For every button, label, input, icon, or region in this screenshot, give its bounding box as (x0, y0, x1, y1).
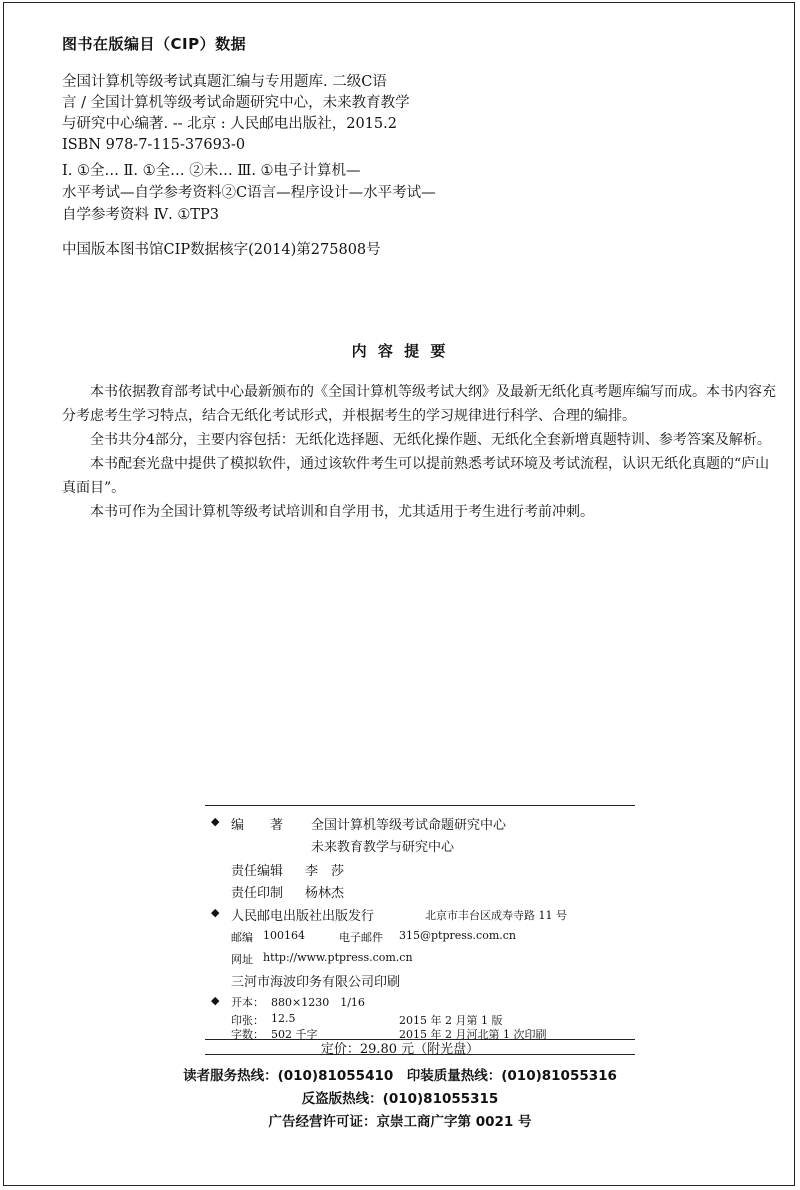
summary-paragraph (62, 452, 782, 500)
format: 880×1230 1/16 (271, 996, 365, 1009)
cip-classification (62, 160, 482, 226)
diamond-bullet-icon: ◆ (211, 994, 220, 1007)
printing-name: 杨林杰 (305, 886, 345, 901)
word-count: 502 千字 (271, 1028, 318, 1041)
colophon-box (205, 805, 635, 1040)
publisher: 人民邮电出版社出版发行 (231, 909, 375, 924)
price: 定价：29.80 元（附光盘） (320, 1042, 480, 1057)
edition: 2015 年 2 月第 1 版 (399, 1014, 503, 1027)
email: 315@ptpress.com.cn (399, 929, 517, 942)
editor-label: 责任编辑 (231, 864, 284, 879)
website: http://www.ptpress.com.cn (263, 951, 413, 964)
cip-isbn: ISBN 978-7-115-37693-0 (62, 137, 246, 153)
divider (205, 1054, 635, 1055)
cip-title: 图书在版编目（CIP）数据 (62, 35, 247, 53)
summary-line: 真面目”。 (62, 480, 126, 496)
editor-name: 李 莎 (305, 864, 345, 879)
email-label: 电子邮件 (339, 931, 383, 944)
summary-paragraph: 本书可作为全国计算机等级考试培训和自学用书，尤其适用于考生进行考前冲刺。 (90, 504, 594, 520)
cip-entry-line: 全国计算机等级考试真题汇编与专用题库. 二级C语 (62, 74, 387, 90)
summary-paragraph: 全书共分4部分，主要内容包括：无纸化选择题、无纸化操作题、无纸化全套新增真题特训、参考答案及解析。 (90, 432, 771, 448)
summary-paragraph (62, 380, 782, 428)
summary-title: 内 容 提 要 (351, 342, 449, 360)
cip-class-line: 自学参考资料 Ⅳ. ①TP3 (62, 207, 219, 223)
sheets: 12.5 (271, 1012, 296, 1025)
diamond-bullet-icon: ◆ (211, 906, 220, 919)
summary-line: 分考虑考生学习特点，结合无纸化考试形式，并根据考生的学习规律进行科学、合理的编排。 (62, 408, 636, 424)
cip-class-line: Ⅰ. ①全… Ⅱ. ①全… ②未… Ⅲ. ①电子计算机— (62, 163, 361, 179)
postcode: 100164 (263, 929, 305, 942)
author-name: 全国计算机等级考试命题研究中心 (311, 818, 507, 833)
author-name: 未来教育教学与研究中心 (311, 840, 455, 855)
sheets-label: 印张： (231, 1014, 264, 1027)
cip-entry-line: 与研究中心编著. -- 北京 : 人民邮电出版社，2015.2 (62, 116, 397, 132)
cip-entry (62, 72, 442, 156)
summary-line: 本书依据教育部考试中心最新颁布的《全国计算机等级考试大纲》及最新无纸化真考题库编写而成。本书内容充 (90, 384, 776, 400)
web-label: 网址 (231, 953, 253, 966)
cip-class-line: 水平考试—自学参考资料②C语言—程序设计—水平考试— (62, 185, 436, 201)
summary-line: 本书配套光盘中提供了模拟软件，通过该软件考生可以提前熟悉考试环境及考试流程，认识无纸化真题的“庐山 (90, 456, 770, 472)
printer: 三河市海波印务有限公司印刷 (231, 975, 401, 990)
summary-body (62, 380, 782, 524)
cip-entry-line: 言 / 全国计算机等级考试命题研究中心，未来教育教学 (62, 95, 410, 111)
hotline-service: 读者服务热线：(010)81055410 印装质量热线：(010)81055316 (183, 1068, 617, 1084)
author-label: 编 著 (231, 818, 284, 833)
hotline-anti-piracy: 反盗版热线：(010)81055315 (301, 1091, 499, 1107)
words-label: 字数： (231, 1028, 264, 1041)
ad-license: 广告经营许可证：京崇工商广字第 0021 号 (268, 1114, 532, 1130)
publisher-address: 北京市丰台区成寿寺路 11 号 (425, 909, 567, 922)
postcode-label: 邮编 (231, 931, 253, 944)
printing-label: 责任印制 (231, 886, 284, 901)
diamond-bullet-icon: ◆ (211, 815, 220, 828)
cip-data-number: 中国版本图书馆CIP数据核字(2014)第275808号 (62, 242, 381, 258)
format-label: 开本： (231, 996, 264, 1009)
impression: 2015 年 2 月河北第 1 次印刷 (399, 1028, 547, 1041)
